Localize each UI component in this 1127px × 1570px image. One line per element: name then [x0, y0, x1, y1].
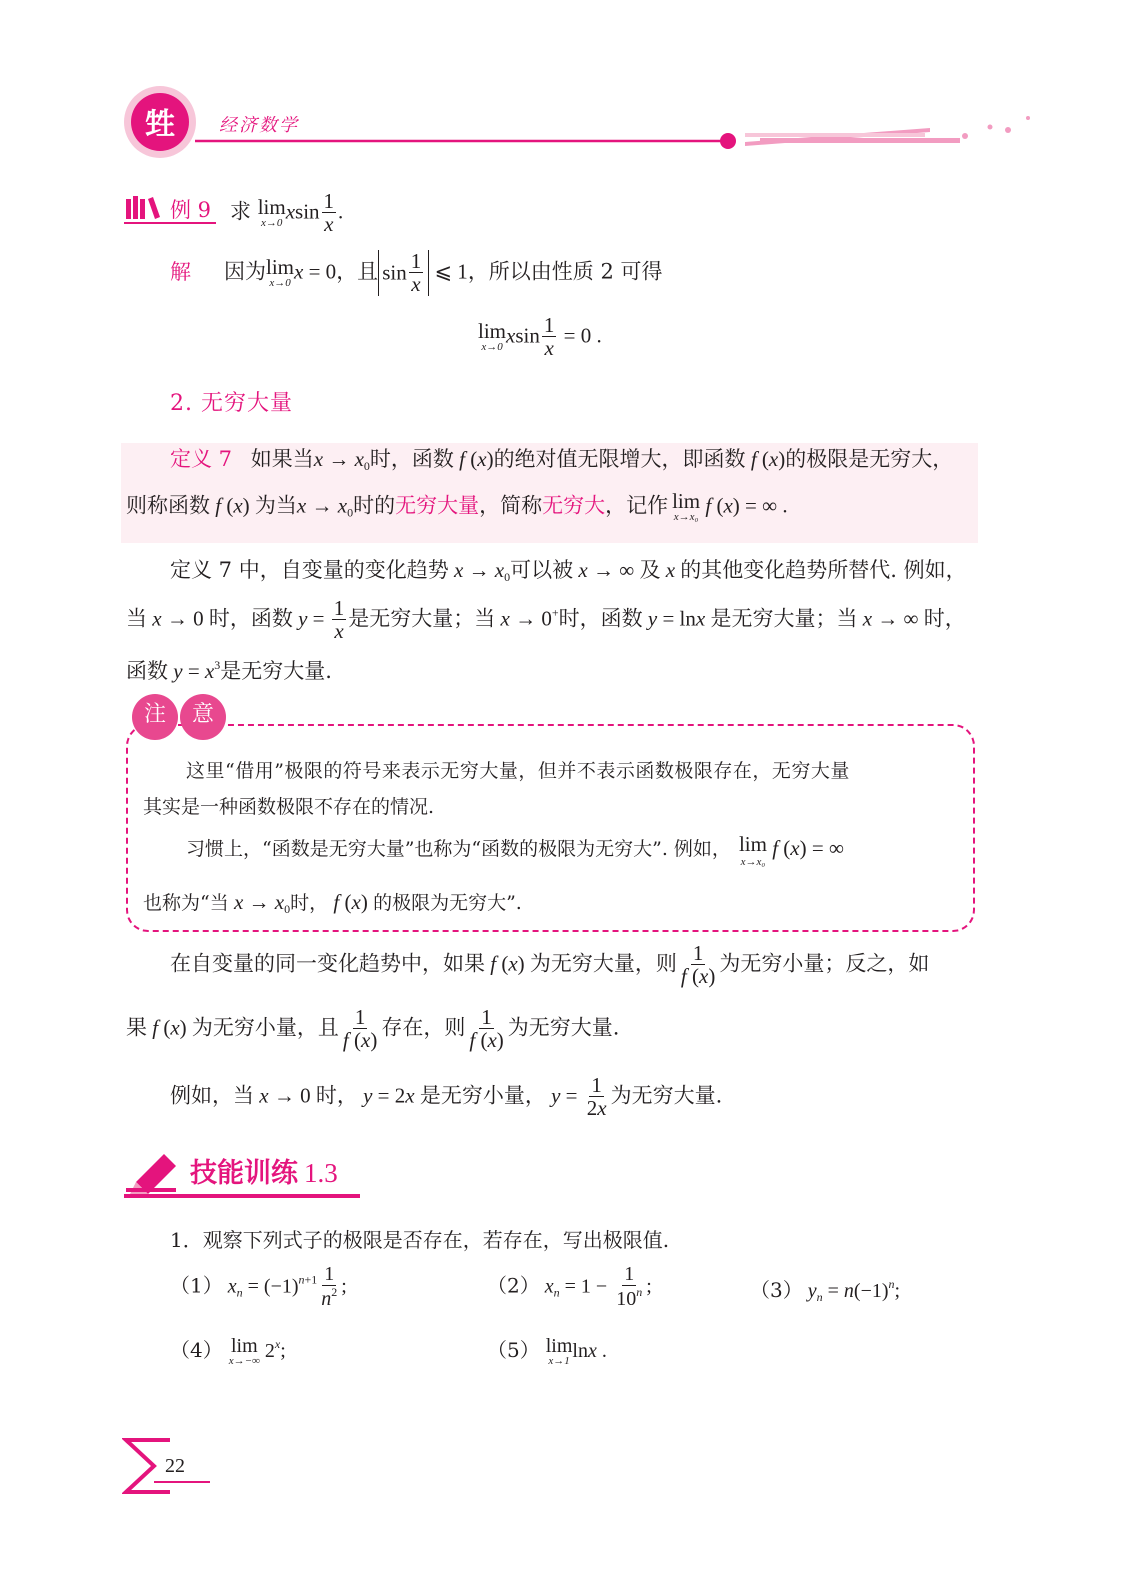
example-underline	[124, 222, 216, 224]
note-badge-1-text: 注	[143, 702, 166, 727]
term-infinity: 无穷大	[542, 493, 606, 518]
def-text: ，简称	[479, 493, 543, 518]
item-3: （3） $y_n = n(-1)^n$;	[750, 1277, 901, 1304]
answer-text-c: ，所以由性质 2 可得	[467, 259, 663, 284]
note-text: 的极限为无穷大”.	[373, 892, 522, 914]
p2-text: 为无穷大量，则	[529, 951, 677, 976]
p2-text: 为无穷大量.	[507, 1015, 620, 1040]
paragraph3: 例如，当 x → 0 时， y = 2x 是无穷小量， y = $\frac{1}{2x}$ 为无穷大量.	[170, 1073, 723, 1121]
p3-text: 时，	[315, 1083, 358, 1108]
def-text: 时，函数	[369, 447, 454, 471]
p1-text: 时，	[923, 606, 966, 631]
p2-text: 为无穷小量；反之，如	[719, 951, 930, 976]
note-text: 也称为“当	[143, 892, 229, 914]
note-p2-line1: 习惯上，“函数是无穷大量”也称为“函数的极限为无穷大”. 例如， lim x→x₀ f (x) = ∞	[186, 832, 844, 868]
p3-text: 例如，当	[170, 1083, 254, 1108]
item-number: （3）	[750, 1278, 803, 1302]
item-number: （5）	[487, 1338, 540, 1362]
item-number: （4）	[170, 1338, 223, 1362]
def-text: ，记作	[605, 493, 669, 518]
item-5: （5） lim x→1 lnx .	[487, 1335, 607, 1367]
note-p2-line2: 也称为“当 $x \to x_0$时， f (x) 的极限为无穷大”.	[143, 890, 522, 916]
page-number: 22	[165, 1455, 185, 1477]
def-text: 为当	[254, 493, 297, 518]
definition-line2: 则称函数 f (x) 为当$x \to x_0$时的无穷大量，简称无穷大，记作 lim x→x₀ f (x) = ∞ .	[126, 489, 788, 523]
p1-text: 及	[639, 558, 661, 582]
paragraph2-line1: 在自变量的同一变化趋势中，如果 f (x) 为无穷大量，则 $\frac{1}{f (x)}$ 为无穷小量；反之，如	[170, 941, 930, 989]
p3-text: 为无穷大量.	[610, 1083, 723, 1108]
section-heading: 2. 无穷大量	[170, 391, 293, 416]
note-badge-2-text: 意	[191, 702, 214, 727]
answer-text-a: 因为	[224, 259, 266, 284]
item-number: （2）	[487, 1273, 540, 1298]
prompt-text: 求	[230, 199, 251, 224]
item-number: （1）	[170, 1273, 223, 1298]
answer-label: 解	[170, 260, 191, 284]
p1-text: 当	[126, 606, 147, 631]
example-label: 例 9	[170, 198, 212, 222]
paragraph2-line2: 果 f (x) 为无穷小量，且 $\frac{1}{f (x)}$ 存在，则 $\frac{1}{f (x)}$ 为无穷大量.	[126, 1005, 620, 1053]
skills-title-text: 技能训练	[190, 1158, 298, 1189]
note-p1-line2: 其实是一种函数极限不存在的情况.	[143, 796, 435, 818]
item-1: （1） $x_n = (-1)^{n+1}$ $\frac{1}{n^2}$ ;	[170, 1263, 347, 1310]
answer-text-b: ，且	[336, 259, 379, 284]
definition-line1: 定义 7 如果当$x \to x_0$时，函数 f (x)的绝对值无限增大，即函数 f (x)的极限是无穷大，	[170, 447, 954, 473]
p1-text: 的其他变化趋势所替代. 例如，	[680, 558, 967, 582]
def-text: 的极限是无穷大，	[785, 447, 954, 471]
p2-text: 存在，则	[381, 1015, 466, 1040]
p1-text: 时，函数	[558, 606, 643, 631]
p2-text: 果	[126, 1015, 147, 1040]
item-4: （4） lim x→−∞ 2$^x$;	[170, 1335, 286, 1367]
skills-number: 1.3	[304, 1158, 338, 1188]
def-text: 如果当	[250, 447, 314, 471]
def-text: 的绝对值无限增大，即函数	[493, 447, 746, 471]
p1-text: 是无穷大量；当	[710, 606, 858, 631]
p1-text: 定义 7 中，自变量的变化趋势	[170, 558, 449, 582]
paragraph1-line3: 函数 $y = x^3$是无穷大量.	[126, 658, 332, 683]
note-p1-line1: 这里“借用”极限的符号来表示无穷大量，但并不表示函数极限存在，无穷大量	[186, 760, 850, 782]
answer-line: 因为 lim x→0 x = 0，且 sin $\frac{1}{x}$ ⩽ 1，所以由性质 2 可得	[224, 249, 663, 297]
logo-glyph: 甡	[145, 107, 175, 142]
definition-label: 定义 7	[170, 447, 233, 471]
p2-text: 为无穷小量，且	[191, 1015, 339, 1040]
p3-text: 是无穷小量，	[419, 1083, 546, 1108]
p1-text: 函数	[126, 659, 168, 683]
def-text: 则称函数	[126, 493, 210, 518]
p1-text: 是无穷大量.	[220, 659, 332, 683]
paragraph1-line1: 定义 7 中，自变量的变化趋势 $x \to x_0$可以被 x → ∞ 及 x 的其他变化趋势所替代. 例如，	[170, 558, 967, 584]
books-icon	[124, 193, 164, 223]
note-text: 时，	[290, 892, 329, 914]
p1-text: 是无穷大量；当	[348, 606, 496, 631]
term-infinity-quantity: 无穷大量	[395, 493, 480, 518]
fraction: $\frac{1}{x}$	[323, 189, 335, 237]
limit-expression: lim x→0	[257, 195, 286, 230]
book-title: 经济数学	[219, 115, 299, 136]
question-1: 1．观察下列式子的极限是否存在，若存在，写出极限值.	[170, 1228, 670, 1252]
note-text: 习惯上，“函数是无穷大量”也称为“函数的极限为无穷大”. 例如，	[186, 838, 731, 860]
answer-result: lim x→0 xsin $\frac{1}{x}$ = 0 .	[478, 313, 602, 361]
paragraph1-line2: 当 x → 0 时，函数 y = $\frac{1}{x}$ 是无穷大量；当 x → 0+时，函数 y = lnx 是无穷大量；当 x → ∞ 时，	[126, 596, 966, 644]
example-prompt: 求 lim x→0 xsin $\frac{1}{x}$ .	[230, 189, 344, 237]
skills-title	[190, 1160, 338, 1187]
p1-text: 时，函数	[208, 606, 293, 631]
p2-text: 在自变量的同一变化趋势中，如果	[170, 951, 485, 976]
p1-text: 可以被	[510, 558, 574, 582]
skills-underline	[124, 1194, 360, 1198]
pencil-icon	[124, 1148, 184, 1194]
item-2: （2） $x_n = 1$ − $\frac{1}{10^n}$ ;	[487, 1263, 652, 1310]
def-text: 时的	[353, 493, 396, 518]
